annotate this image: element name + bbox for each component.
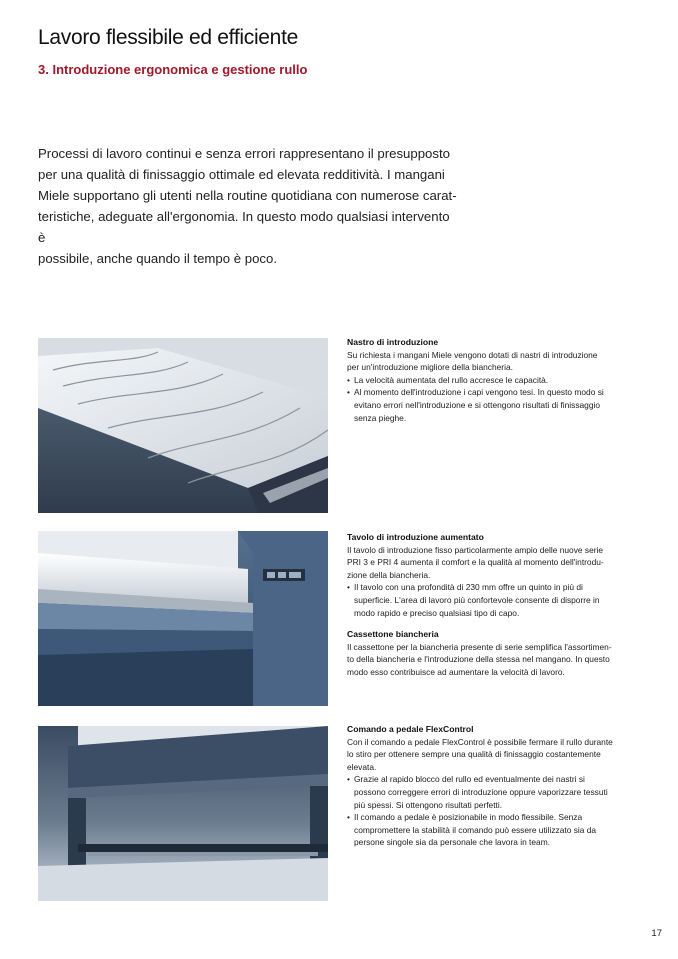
section-nastro-introduzione — [347, 336, 642, 424]
section-text-line: zione della biancheria. — [347, 569, 431, 580]
bullet-line: compromettere la stabilità il comando può essere utilizzato sia da — [354, 824, 597, 835]
section-text-line: per un'introduzione migliore della biancheria. — [347, 362, 513, 373]
bullet-line: più spessi. Si ottengono risultati perfetti. — [354, 799, 503, 810]
bullet-item — [347, 374, 642, 387]
bullet-line: superficie. L'area di lavoro più confortevole consente di disporre in — [354, 594, 600, 605]
bullet-item — [347, 386, 642, 424]
intro-line: teristiche, adeguate all'ergonomia. In questo modo qualsiasi intervento è — [38, 209, 450, 245]
section-text-line: elevata. — [347, 761, 377, 772]
page-number: 17 — [651, 928, 662, 939]
section-text-line: Il cassettone per la biancheria presente di serie semplifica l'assortimen- — [347, 641, 612, 652]
bullet-list — [347, 374, 642, 424]
intro-line: Processi di lavoro continui e senza errori rappresentano il presupposto — [38, 146, 450, 161]
page-subtitle: 3. Introduzione ergonomica e gestione rullo — [38, 62, 308, 77]
bullet-line: evitano errori nell'introduzione e si ottengono risultati di finissaggio — [354, 399, 601, 410]
section-text-line: Su richiesta i mangani Miele vengono dotati di nastri di introduzione — [347, 349, 598, 360]
section-text-line: PRI 3 e PRI 4 aumenta il comfort e la qualità al momento dell'introdu- — [347, 557, 604, 568]
bullet-line: • Al momento dell'introduzione i capi vengono tesi. In questo modo si — [354, 387, 604, 398]
bullet-item — [347, 811, 642, 849]
section-text-line: modo esso contribuisce ad aumentare la velocità di lavoro. — [347, 666, 565, 677]
bullet-line: persone singole sia da personale che lavora in team. — [354, 837, 551, 848]
bullet-line: • La velocità aumentata del rullo accresce le capacità. — [354, 374, 549, 385]
bullet-item — [347, 581, 642, 619]
section-heading: Tavolo di introduzione aumentato — [347, 532, 484, 542]
intro-line: per una qualità di finissaggio ottimale ed elevata redditività. I mangani — [38, 167, 445, 182]
feeding-table-photo — [38, 531, 328, 706]
flexcontrol-pedal-photo — [38, 726, 328, 901]
intro-paragraph — [38, 143, 458, 269]
intro-line: possibile, anche quando il tempo è poco. — [38, 251, 278, 266]
bullet-list — [347, 773, 642, 849]
feed-belt-photo — [38, 338, 328, 513]
section-text-line: lo stiro per ottenere sempre una qualità di finissaggio costantemente — [347, 749, 601, 760]
bullet-line: • Il tavolo con una profondità di 230 mm offre un quinto in più di — [354, 582, 583, 593]
section-text-line: Con il comando a pedale FlexControl è possibile fermare il rullo durante — [347, 736, 613, 747]
bullet-list — [347, 581, 642, 619]
section-heading: Comando a pedale FlexControl — [347, 724, 474, 734]
intro-line: Miele supportano gli utenti nella routine quotidiana con numerose carat- — [38, 188, 457, 203]
bullet-line: • Grazie al rapido blocco del rullo ed eventualmente dei nastri si — [354, 774, 585, 785]
bullet-line: possono correggere errori di introduzione oppure vaporizzare tessuti — [354, 786, 608, 797]
section-text-line: Il tavolo di introduzione fisso particolarmente ampio delle nuove serie — [347, 544, 604, 555]
section-flexcontrol — [347, 723, 642, 849]
section-text-line: to della biancheria e l'introduzione della stessa nel mangano. In questo — [347, 654, 610, 665]
section-tavolo-introduzione — [347, 531, 642, 679]
bullet-line: modo rapido e preciso qualsiasi tipo di capo. — [354, 607, 520, 618]
bullet-item — [347, 773, 642, 811]
bullet-line: • Il comando a pedale è posizionabile in modo flessibile. Senza — [354, 812, 583, 823]
section-heading: Nastro di introduzione — [347, 337, 439, 347]
section-heading: Cassettone biancheria — [347, 629, 439, 640]
bullet-line: senza pieghe. — [354, 412, 407, 423]
page-title: Lavoro flessibile ed efficiente — [38, 26, 298, 49]
